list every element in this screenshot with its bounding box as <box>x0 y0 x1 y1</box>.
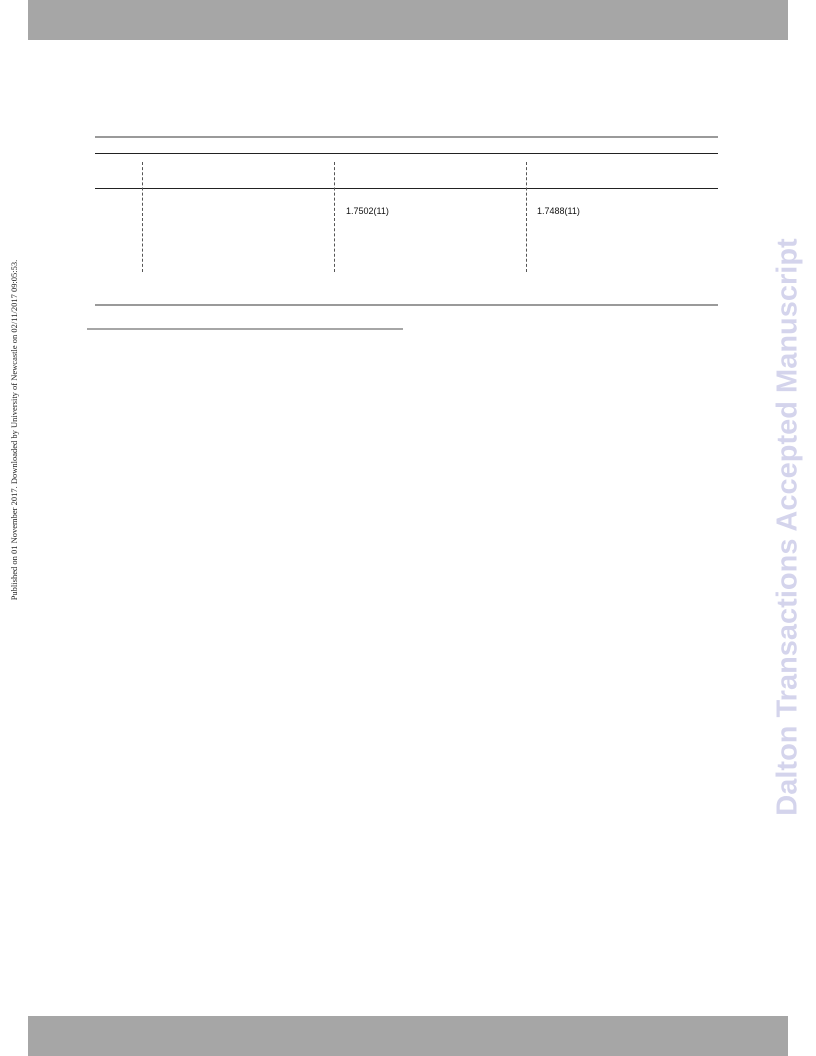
footer-band <box>28 1016 788 1056</box>
data-table <box>95 136 718 307</box>
table-top-rule <box>95 136 718 138</box>
column-divider <box>334 162 335 272</box>
journal-watermark: Dalton Transactions Accepted Manuscript <box>771 238 804 816</box>
header-top-rule <box>95 153 718 154</box>
header-band <box>28 0 788 40</box>
footnote-rule <box>87 328 403 330</box>
table-cell: 1.7488(11) <box>537 206 580 216</box>
column-divider <box>142 162 143 272</box>
publication-note: Published on 01 November 2017. Downloaded by University of Newcastle on 02/11/2017 09:05:53. <box>9 259 19 601</box>
table-bottom-rule <box>95 304 718 306</box>
column-divider <box>526 162 527 272</box>
header-bottom-rule <box>95 188 718 189</box>
table-cell: 1.7502(11) <box>346 206 389 216</box>
